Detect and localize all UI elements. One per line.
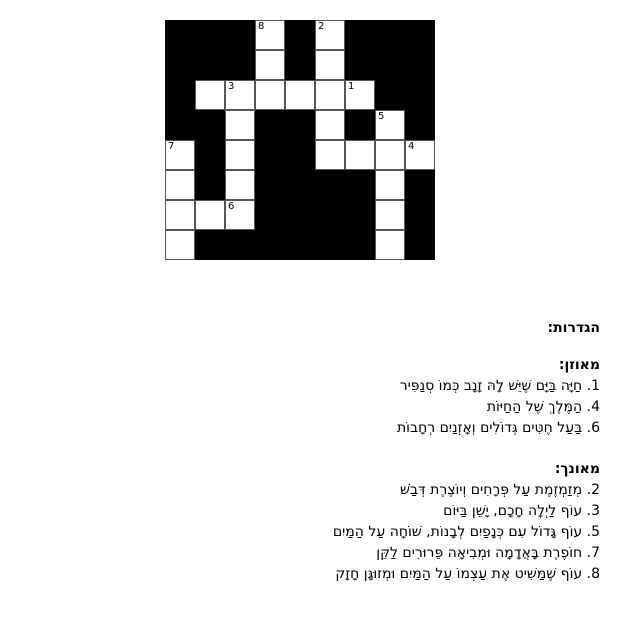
crossword-cell[interactable]	[225, 200, 255, 230]
cell-number: 3	[228, 81, 235, 92]
down-clue: 5. עוֹף גָּדוֹל עִם כְּנָפַיִם לְבָנוֹת, שׁוֹחָה עַל הַמַּיִם	[332, 524, 600, 540]
crossword-cell[interactable]	[345, 140, 375, 170]
cell-number: 7	[168, 141, 175, 152]
cell-number: 6	[228, 201, 235, 212]
crossword-cell[interactable]	[375, 200, 405, 230]
crossword-cell[interactable]	[255, 20, 285, 50]
crossword-cell[interactable]	[225, 80, 255, 110]
crossword-cell[interactable]	[255, 80, 285, 110]
crossword-cell[interactable]	[195, 200, 225, 230]
down-clue: 7. חוֹפֶרֶת בָּאֲדָמָה וּמְבִיאָה פֵּרוּרִים לַקֵּן	[376, 545, 600, 561]
crossword-cell[interactable]	[345, 80, 375, 110]
cell-number: 1	[348, 81, 355, 92]
across-clue: 4. הַמֶּלֶךְ שֶׁל הַחַיּוֹת	[486, 399, 600, 415]
cell-number: 8	[258, 21, 265, 32]
crossword-cell[interactable]	[315, 140, 345, 170]
cell-number: 5	[378, 111, 385, 122]
crossword-grid	[165, 20, 435, 260]
down-clue: 8. עוֹף שֶׁמַּשִּׁיט אֶת עַצְמוֹ עַל הַמַּיִם וּמְזוּגָּן חָזָק	[335, 566, 600, 582]
crossword-cell[interactable]	[225, 170, 255, 200]
across-clue: 1. חַיָּה בַּיָּם שֶׁיֵּשׁ לָהּ זָנָב כְּמוֹ סְנַפִּיר	[399, 378, 600, 394]
crossword-cell[interactable]	[405, 140, 435, 170]
crossword-cell[interactable]	[375, 230, 405, 260]
down-clue: 3. עוֹף לַיְלָה חָכָם, יָשֵׁן בַּיּוֹם	[443, 503, 600, 519]
across-clue: 6. בַּעַל חֶטִּים גְּדוֹלִים וְאָזְנַיִם רְחָבוֹת	[396, 420, 600, 436]
crossword-cell[interactable]	[165, 230, 195, 260]
crossword-cell[interactable]	[315, 20, 345, 50]
crossword-cell[interactable]	[225, 110, 255, 140]
crossword-cell[interactable]	[195, 80, 225, 110]
crossword-cell[interactable]	[315, 50, 345, 80]
crossword-cell[interactable]	[315, 80, 345, 110]
clues-title: הגדרות:	[547, 320, 600, 336]
crossword-cell[interactable]	[375, 110, 405, 140]
across-heading: מאוזן:	[558, 357, 600, 373]
cell-number: 4	[408, 141, 415, 152]
cell-number: 2	[318, 21, 325, 32]
down-clue: 2. מְזַמְזֶמֶת עַל פְּרָחִים וְיוֹצֶרֶת דְּבַשׁ	[400, 482, 600, 498]
down-heading: מאונך:	[554, 461, 600, 477]
crossword-cell[interactable]	[375, 140, 405, 170]
crossword-cell[interactable]	[285, 80, 315, 110]
crossword-cell[interactable]	[375, 170, 405, 200]
clues-panel	[180, 318, 600, 585]
crossword-cell[interactable]	[165, 140, 195, 170]
crossword-cell[interactable]	[225, 140, 255, 170]
crossword-cell[interactable]	[165, 170, 195, 200]
crossword-cell[interactable]	[315, 110, 345, 140]
crossword-cell[interactable]	[165, 200, 195, 230]
crossword-cell[interactable]	[255, 50, 285, 80]
